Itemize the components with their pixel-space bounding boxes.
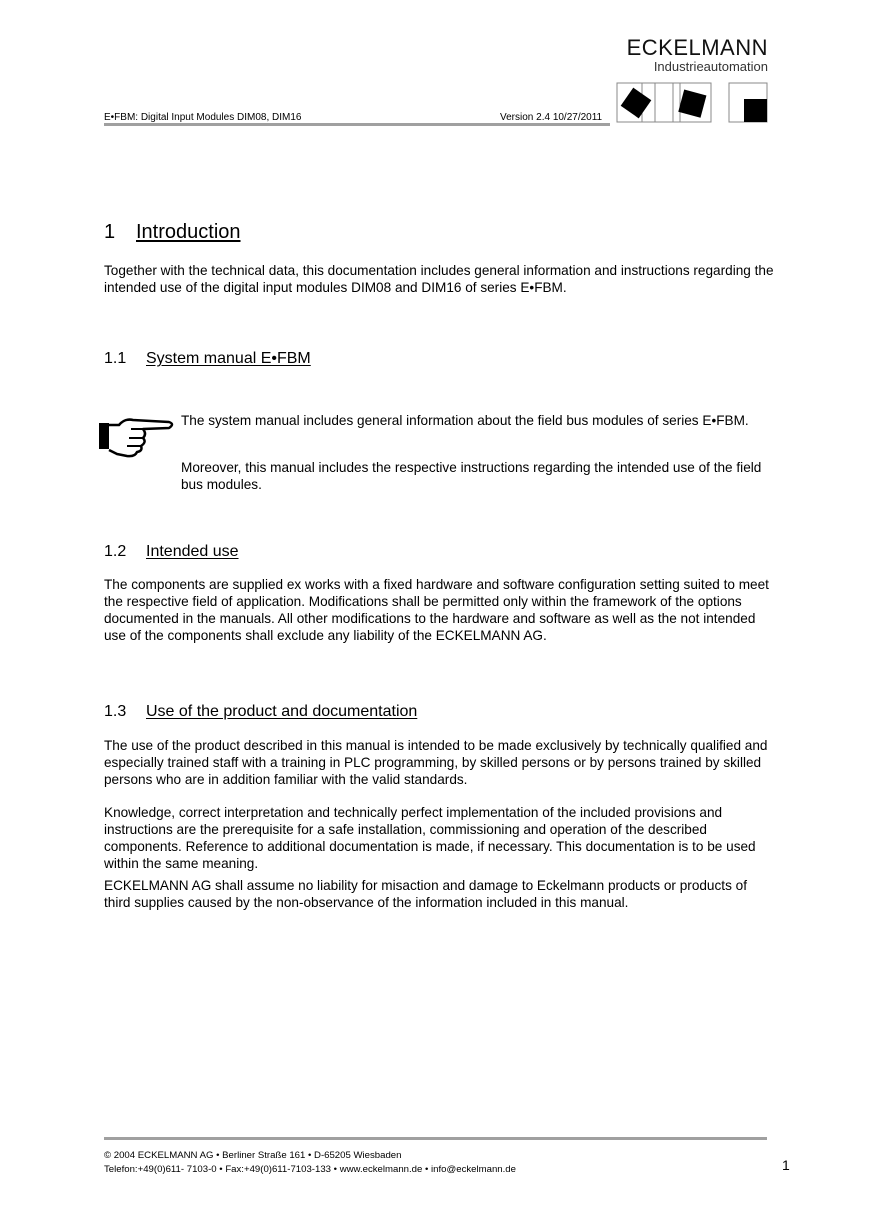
footer-rule [104,1137,767,1140]
section-1-2-heading: 1.2 Intended use [104,543,239,560]
note-paragraph-2: Moreover, this manual includes the respective instructions regarding the intended use of the field bus modules. [181,460,762,492]
section-1-3-paragraph-1: The use of the product described in this manual is intended to be made exclusively by technically qualified and especially trained staff with a training in PLC programming, by skilled persons or by persons trained by skilled persons who are in addition familiar with the valid standards. [104,738,768,787]
footer-address: © 2004 ECKELMANN AG • Berliner Straße 161 • D-65205 Wiesbaden [104,1150,402,1161]
pointing-hand-icon [97,414,177,460]
section-1-1-heading: 1.1 System manual E•FBM [104,350,311,367]
section-1-paragraph: Together with the technical data, this documentation includes general information and instructions regarding the intended use of the digital input modules DIM08 and DIM16 of series E•FBM. [104,263,774,295]
footer-contact: Telefon:+49(0)611- 7103-0 • Fax:+49(0)611-7103-133 • www.eckelmann.de • info@eckelmann.de [104,1164,516,1175]
header-rule [104,123,610,126]
section-1-heading: 1 Introduction [104,221,241,243]
section-1-2-paragraph: The components are supplied ex works with a fixed hardware and software configuration setting suited to meet the respective field of application. Modifications shall be permitted only within the framework of the options documented in the manuals. All other modifications to the hardware and software as well as the not intended use of the components shall exclude any liability of the ECKELMANN AG. [104,577,769,643]
logo-squares-icon [616,82,768,124]
page-number: 1 [782,1157,790,1173]
header-version: Version 2.4 10/27/2011 [500,112,603,123]
logo-company: ECKELMANN [626,35,768,60]
section-1-3-heading: 1.3 Use of the product and documentation [104,703,418,720]
logo-subtitle: Industrieautomation [653,59,768,74]
header-doc-title: E•FBM: Digital Input Modules DIM08, DIM16 [104,112,302,123]
section-1-3-paragraph-3: ECKELMANN AG shall assume no liability for misaction and damage to Eckelmann products or products of third supplies caused by the non-observance of the information included in this manual. [104,878,747,910]
section-1-3-paragraph-2: Knowledge, correct interpretation and technically perfect implementation of the included provisions and instructions are the prerequisite for a safe installation, commissioning and operation of the described components. Reference to additional documentation is made, if necessary. This documentation is to be used within the same meaning. [104,805,756,871]
note-paragraph-1: The system manual includes general information about the field bus modules of series E•FBM. [181,413,749,428]
company-logo [616,36,768,129]
